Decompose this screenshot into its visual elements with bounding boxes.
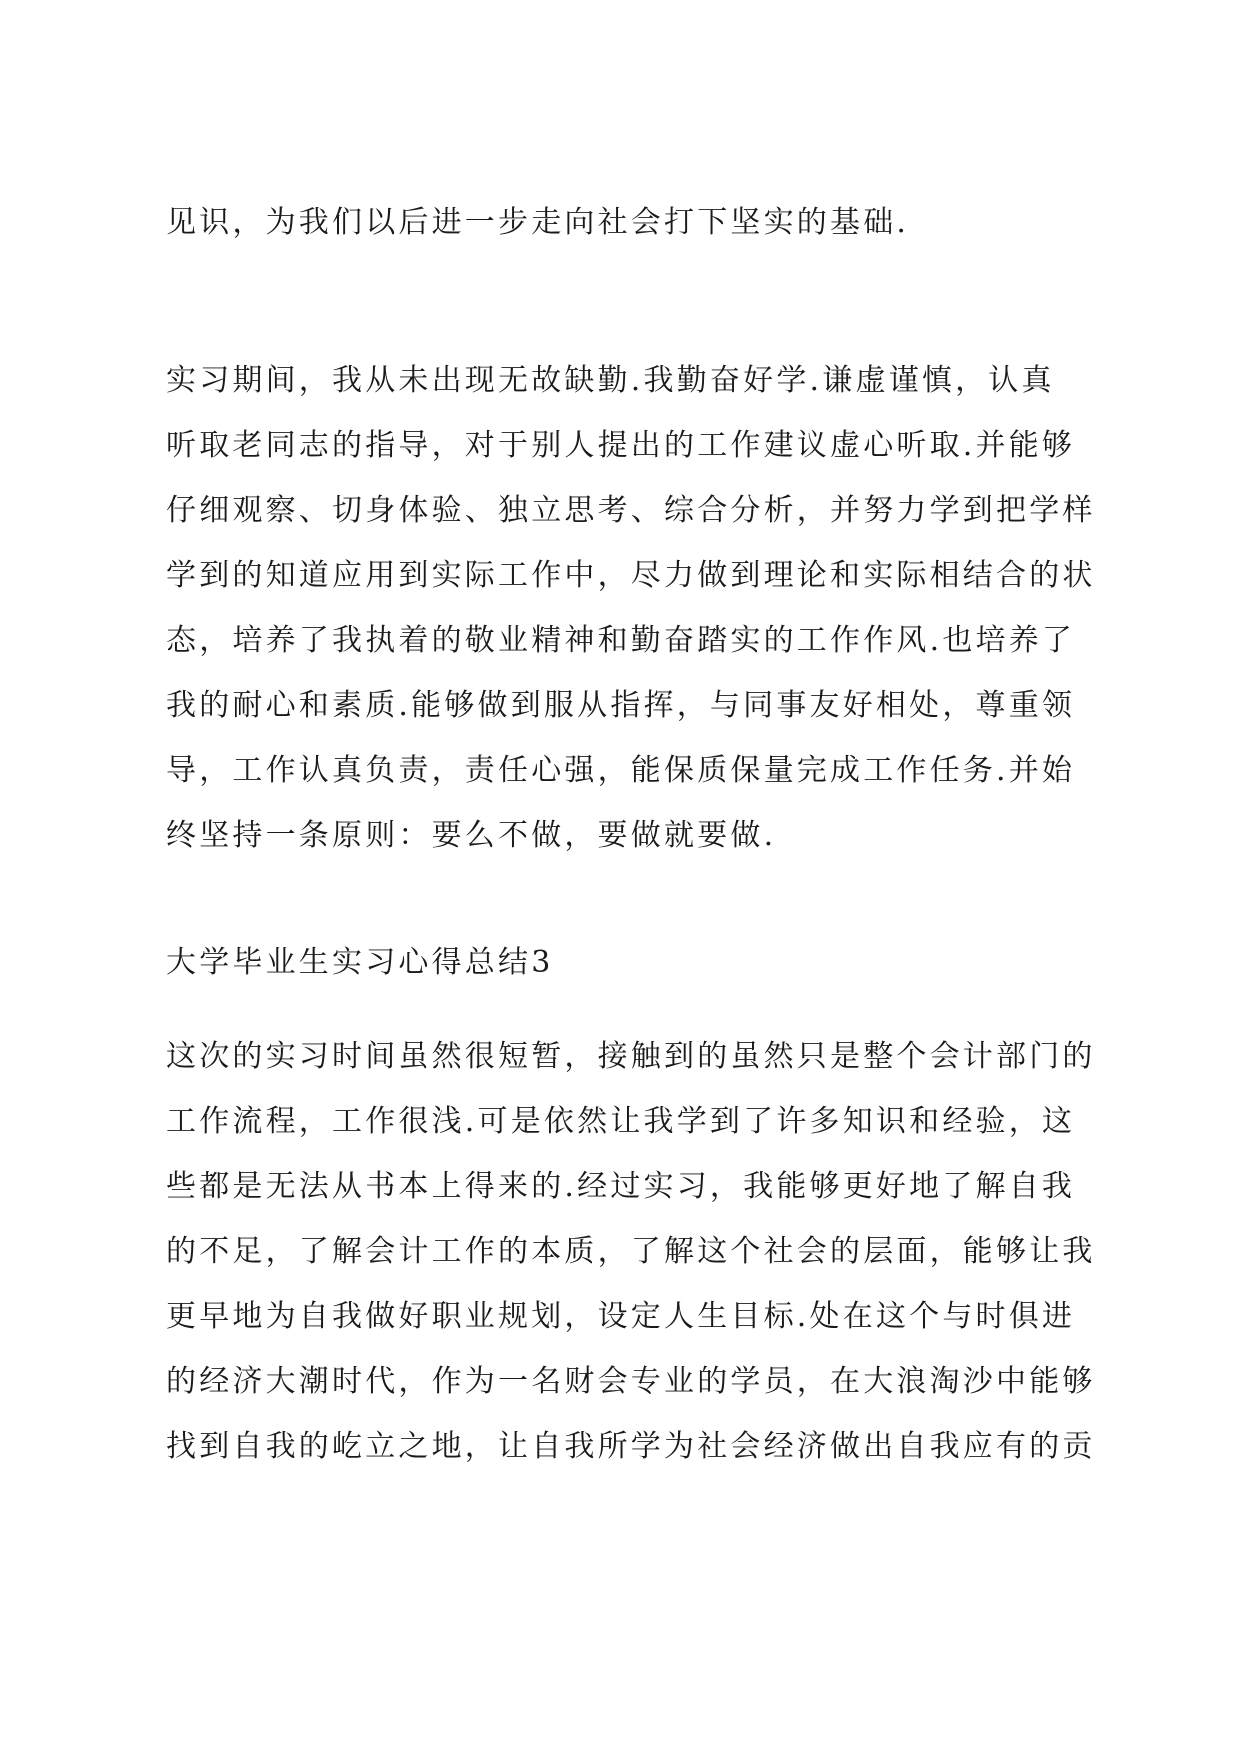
text-line: 学到的知道应用到实际工作中，尽力做到理论和实际相结合的状 [166, 558, 1096, 593]
text-line: 实习期间，我从未出现无故缺勤.我勤奋好学.谦虚谨慎，认真 [166, 363, 1055, 398]
text-line: 工作流程，工作很浅.可是依然让我学到了许多知识和经验，这 [166, 1104, 1076, 1139]
text-line: 找到自我的屹立之地，让自我所学为社会经济做出自我应有的贡 [166, 1429, 1096, 1464]
heading-text: 大学毕业生实习心得总结3 [166, 945, 554, 980]
text-line: 听取老同志的指导，对于别人提出的工作建议虚心听取.并能够 [166, 428, 1076, 463]
paragraph-2 [166, 348, 1096, 868]
text-line: 的经济大潮时代，作为一名财会专业的学员，在大浪淘沙中能够 [166, 1364, 1096, 1399]
text-line: 终坚持一条原则：要么不做，要做就要做. [166, 818, 777, 853]
text-line: 更早地为自我做好职业规划，设定人生目标.处在这个与时俱进 [166, 1299, 1076, 1334]
text-line: 见识，为我们以后进一步走向社会打下坚实的基础. [166, 205, 910, 240]
text-line: 态，培养了我执着的敬业精神和勤奋踏实的工作作风.也培养了 [166, 623, 1076, 658]
text-line: 的不足，了解会计工作的本质，了解这个社会的层面，能够让我 [166, 1234, 1096, 1269]
section-heading [166, 930, 1096, 995]
paragraph-3 [166, 1024, 1096, 1479]
text-line: 些都是无法从书本上得来的.经过实习，我能够更好地了解自我 [166, 1169, 1076, 1204]
text-line: 我的耐心和素质.能够做到服从指挥，与同事友好相处，尊重领 [166, 688, 1076, 723]
paragraph-1 [166, 190, 1096, 255]
text-line: 仔细观察、切身体验、独立思考、综合分析，并努力学到把学样 [166, 493, 1096, 528]
text-line: 导，工作认真负责，责任心强，能保质保量完成工作任务.并始 [166, 753, 1076, 788]
text-line: 这次的实习时间虽然很短暂，接触到的虽然只是整个会计部门的 [166, 1039, 1096, 1074]
